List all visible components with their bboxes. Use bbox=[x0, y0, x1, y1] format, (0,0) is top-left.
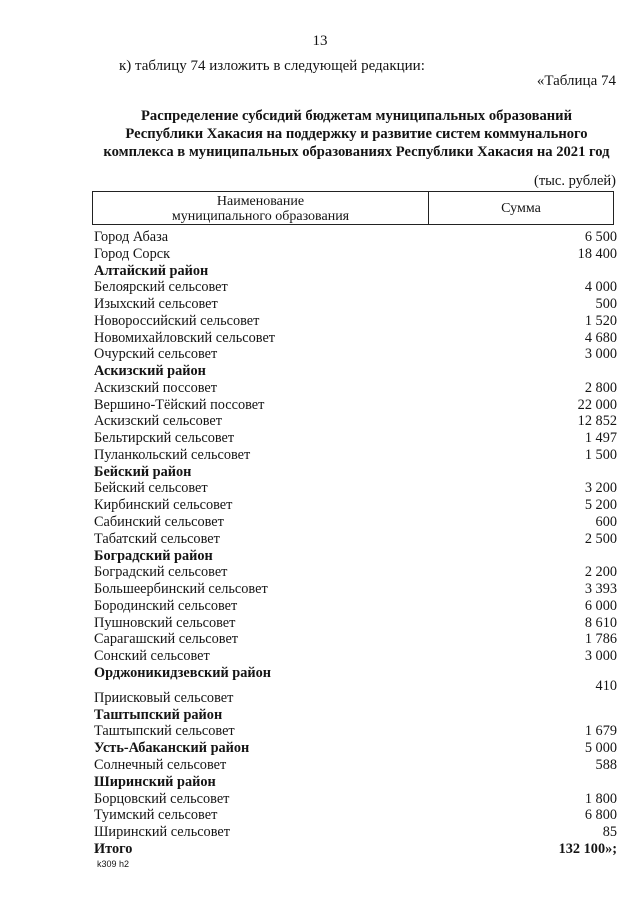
total-value: 132 100»; bbox=[558, 840, 617, 857]
row-name: Усть-Абаканский район bbox=[94, 740, 250, 757]
row-value: 18 400 bbox=[577, 245, 617, 262]
column-header-name-line: Наименование bbox=[216, 194, 305, 209]
table-row bbox=[94, 413, 617, 430]
row-value: 1 497 bbox=[584, 430, 617, 447]
row-value: 1 520 bbox=[584, 312, 617, 329]
row-value: 5 000 bbox=[584, 740, 617, 757]
row-name: Бородинский сельсовет bbox=[94, 597, 238, 614]
row-value: 22 000 bbox=[577, 396, 617, 413]
table-body bbox=[94, 229, 617, 858]
row-name: Аскизский поссовет bbox=[94, 379, 217, 396]
row-value: 1 679 bbox=[584, 723, 617, 740]
table-row bbox=[94, 807, 617, 824]
row-value: 600 bbox=[595, 514, 617, 531]
table-row bbox=[94, 480, 617, 497]
row-value: 8 610 bbox=[584, 614, 617, 631]
table-reference: «Таблица 74 bbox=[536, 73, 616, 89]
row-name: Аскизский сельсовет bbox=[94, 413, 223, 430]
table-row bbox=[94, 346, 617, 363]
row-name: Новомихайловский сельсовет bbox=[94, 329, 276, 346]
row-name: Город Абаза bbox=[94, 229, 169, 245]
row-name: Таштыпский район bbox=[94, 706, 223, 723]
row-value: 3 000 bbox=[584, 346, 617, 363]
row-value: 2 800 bbox=[584, 379, 617, 396]
document-title bbox=[80, 107, 633, 161]
table-row bbox=[94, 263, 617, 280]
row-name: Ширинский район bbox=[94, 773, 216, 790]
unit-label: (тыс. рублей) bbox=[534, 173, 616, 189]
table-row bbox=[94, 363, 617, 380]
table-row bbox=[94, 296, 617, 313]
table-row bbox=[94, 313, 617, 330]
table-row bbox=[94, 677, 617, 707]
row-name: Сарагашский сельсовет bbox=[94, 631, 239, 648]
table-header bbox=[92, 191, 614, 225]
row-value: 1 786 bbox=[584, 631, 617, 648]
row-name: Очурский сельсовет bbox=[94, 346, 218, 363]
row-value: 3 393 bbox=[584, 581, 617, 598]
row-name: Боградский сельсовет bbox=[94, 564, 228, 581]
footer-code: k309 h2 bbox=[97, 859, 130, 869]
row-name: Вершино-Тёйский поссовет bbox=[94, 396, 265, 413]
row-name: Приисковый сельсовет bbox=[94, 689, 234, 706]
row-name: Город Сорск bbox=[94, 245, 171, 262]
row-name: Пуланкольский сельсовет bbox=[94, 446, 251, 463]
row-name: Новороссийский сельсовет bbox=[94, 312, 260, 329]
table-row bbox=[94, 279, 617, 296]
table-row bbox=[94, 740, 617, 757]
intro-text: к) таблицу 74 изложить в следующей редакции: bbox=[119, 58, 425, 74]
row-name: Солнечный сельсовет bbox=[94, 756, 227, 773]
page-number: 13 bbox=[312, 33, 328, 49]
row-value: 6 500 bbox=[584, 229, 617, 245]
row-value: 2 200 bbox=[584, 564, 617, 581]
table-row bbox=[94, 564, 617, 581]
table-row bbox=[94, 229, 617, 246]
table-row bbox=[94, 757, 617, 774]
row-name: Большеербинский сельсовет bbox=[94, 581, 268, 598]
row-name: Сонский сельсовет bbox=[94, 648, 210, 665]
row-value: 85 bbox=[602, 824, 617, 841]
table-row bbox=[94, 824, 617, 841]
table-row bbox=[94, 707, 617, 724]
row-value: 588 bbox=[595, 756, 617, 773]
row-name: Туимский сельсовет bbox=[94, 807, 218, 824]
table-row bbox=[94, 430, 617, 447]
row-name: Пушновский сельсовет bbox=[94, 614, 236, 631]
column-header-sum: Сумма bbox=[501, 201, 541, 216]
table-row bbox=[94, 514, 617, 531]
row-value: 3 000 bbox=[584, 648, 617, 665]
total-label: Итого bbox=[94, 840, 133, 857]
table-row bbox=[94, 397, 617, 414]
row-name: Аскизский район bbox=[94, 363, 206, 380]
table-row bbox=[94, 774, 617, 791]
row-value: 1 500 bbox=[584, 446, 617, 463]
table-row bbox=[94, 497, 617, 514]
row-value: 1 800 bbox=[584, 790, 617, 807]
column-header-name bbox=[93, 192, 429, 224]
row-value: 12 852 bbox=[577, 413, 617, 430]
table-row bbox=[94, 631, 617, 648]
table-row bbox=[94, 615, 617, 632]
table-row bbox=[94, 548, 617, 565]
column-header-name-line: муниципального образования bbox=[171, 209, 350, 224]
row-name: Орджоникидзевский район bbox=[94, 664, 271, 681]
row-name: Кирбинский сельсовет bbox=[94, 497, 233, 514]
table-row bbox=[94, 598, 617, 615]
row-value: 4 680 bbox=[584, 329, 617, 346]
row-name: Боградский район bbox=[94, 547, 213, 564]
title-line: Республики Хакасия на поддержку и развитие систем коммунального bbox=[125, 126, 588, 142]
table-row bbox=[94, 648, 617, 665]
row-value: 500 bbox=[595, 296, 617, 313]
table-row bbox=[94, 723, 617, 740]
row-name: Бейский район bbox=[94, 463, 192, 480]
row-name: Бельтирский сельсовет bbox=[94, 430, 235, 447]
title-line: Распределение субсидий бюджетам муниципальных образований bbox=[141, 108, 572, 124]
row-value: 4 000 bbox=[584, 279, 617, 296]
row-name: Бейский сельсовет bbox=[94, 480, 208, 497]
row-value: 6 000 bbox=[584, 597, 617, 614]
row-name: Борцовский сельсовет bbox=[94, 790, 230, 807]
row-name: Ширинский сельсовет bbox=[94, 824, 230, 841]
row-name: Алтайский район bbox=[94, 262, 209, 279]
table-row bbox=[94, 665, 617, 682]
total-row bbox=[94, 841, 617, 858]
row-name: Табатский сельсовет bbox=[94, 530, 220, 547]
row-name: Таштыпский сельсовет bbox=[94, 723, 235, 740]
title-line: комплекса в муниципальных образованиях Республики Хакасия на 2021 год bbox=[103, 144, 610, 160]
row-value: 2 500 bbox=[584, 530, 617, 547]
row-name: Изыхский сельсовет bbox=[94, 296, 218, 313]
row-value: 410 bbox=[595, 677, 617, 694]
table-row bbox=[94, 531, 617, 548]
table-row bbox=[94, 447, 617, 464]
row-name: Белоярский сельсовет bbox=[94, 279, 228, 296]
table-row bbox=[94, 380, 617, 397]
table-row bbox=[94, 330, 617, 347]
table-row bbox=[94, 581, 617, 598]
row-value: 3 200 bbox=[584, 480, 617, 497]
table-row bbox=[94, 246, 617, 263]
table-row bbox=[94, 791, 617, 808]
row-value: 6 800 bbox=[584, 807, 617, 824]
row-value: 5 200 bbox=[584, 497, 617, 514]
row-name: Сабинский сельсовет bbox=[94, 514, 224, 531]
table-row bbox=[94, 464, 617, 481]
